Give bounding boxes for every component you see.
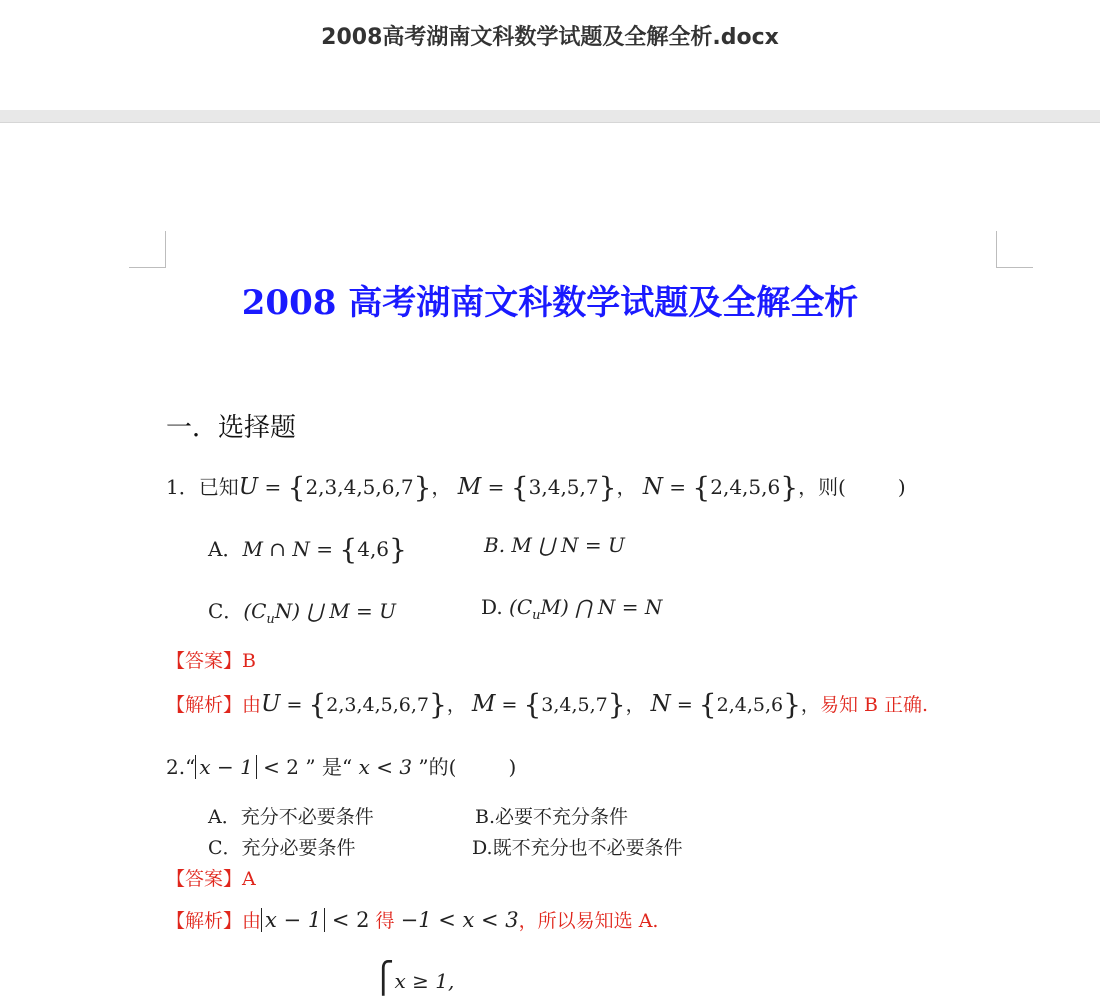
q1-analysis: 【解析】由U = {2,3,4,5,6,7}， M = {3,4,5,7}， N = {2,4,5,6}，易知 B 正确. <box>166 688 929 721</box>
document-filename: 2008高考湖南文科数学试题及全解全析.docx <box>321 25 779 50</box>
q1-M: M <box>457 474 482 500</box>
crop-mark-top-left <box>129 231 166 268</box>
q2-option-a: A．充分不必要条件 <box>208 806 374 828</box>
question-2-stem: 2.“ x − 1 < 2 ” 是“ x < 3 ”的( ) <box>166 755 517 779</box>
q1-option-a: A．M ∩ N = {4,6} <box>208 533 407 566</box>
viewer-header <box>0 0 1100 110</box>
q1-option-b: B. M ⋃ N = U <box>484 533 625 557</box>
q1-U-set: 2,3,4,5,6,7 <box>305 475 414 499</box>
q2-analysis: 【解析】由 x − 1 < 2 得 −1 < x < 3，所以易知选 A. <box>166 908 659 932</box>
q1-N-set: 2,4,5,6 <box>710 475 781 499</box>
q2-answer: 【答案】A <box>166 868 256 890</box>
q1-option-c: C．$(C_uN)$ ⋃ M = U <box>208 599 397 627</box>
document-page <box>0 123 1100 996</box>
q2-option-d: D.既不充分也不必要条件 <box>472 837 683 859</box>
document-title: 2008 高考湖南文科数学试题及全解全析 <box>241 283 859 323</box>
q1-answer: 【答案】B <box>166 650 256 672</box>
q1-U: U <box>238 474 259 500</box>
q1-tail: 则( <box>818 475 846 499</box>
crop-mark-top-right <box>996 231 1033 268</box>
q2-option-c: C．充分必要条件 <box>208 837 356 859</box>
q1-M-set: 3,4,5,7 <box>528 475 599 499</box>
q2-option-b: B.必要不充分条件 <box>475 806 629 828</box>
section-heading: 一．选择题 <box>166 413 297 443</box>
q1-option-d: D. $(C_uM)$ ⋂ N = N <box>481 595 663 623</box>
q1-N: N <box>642 474 663 500</box>
q1-lead: 已知 <box>198 475 239 499</box>
page-gap-bar <box>0 110 1100 123</box>
q1-number: 1． <box>166 475 199 499</box>
q2-abs-expr: x − 1 <box>195 755 256 779</box>
q3-partial-system: ⎧x ≥ 1, <box>372 961 455 996</box>
question-1-stem: 1．已知U = {2,3,4,5,6,7}， M = {3,4,5,7}， N = {2,4,5,6}，则( ) <box>166 471 906 504</box>
